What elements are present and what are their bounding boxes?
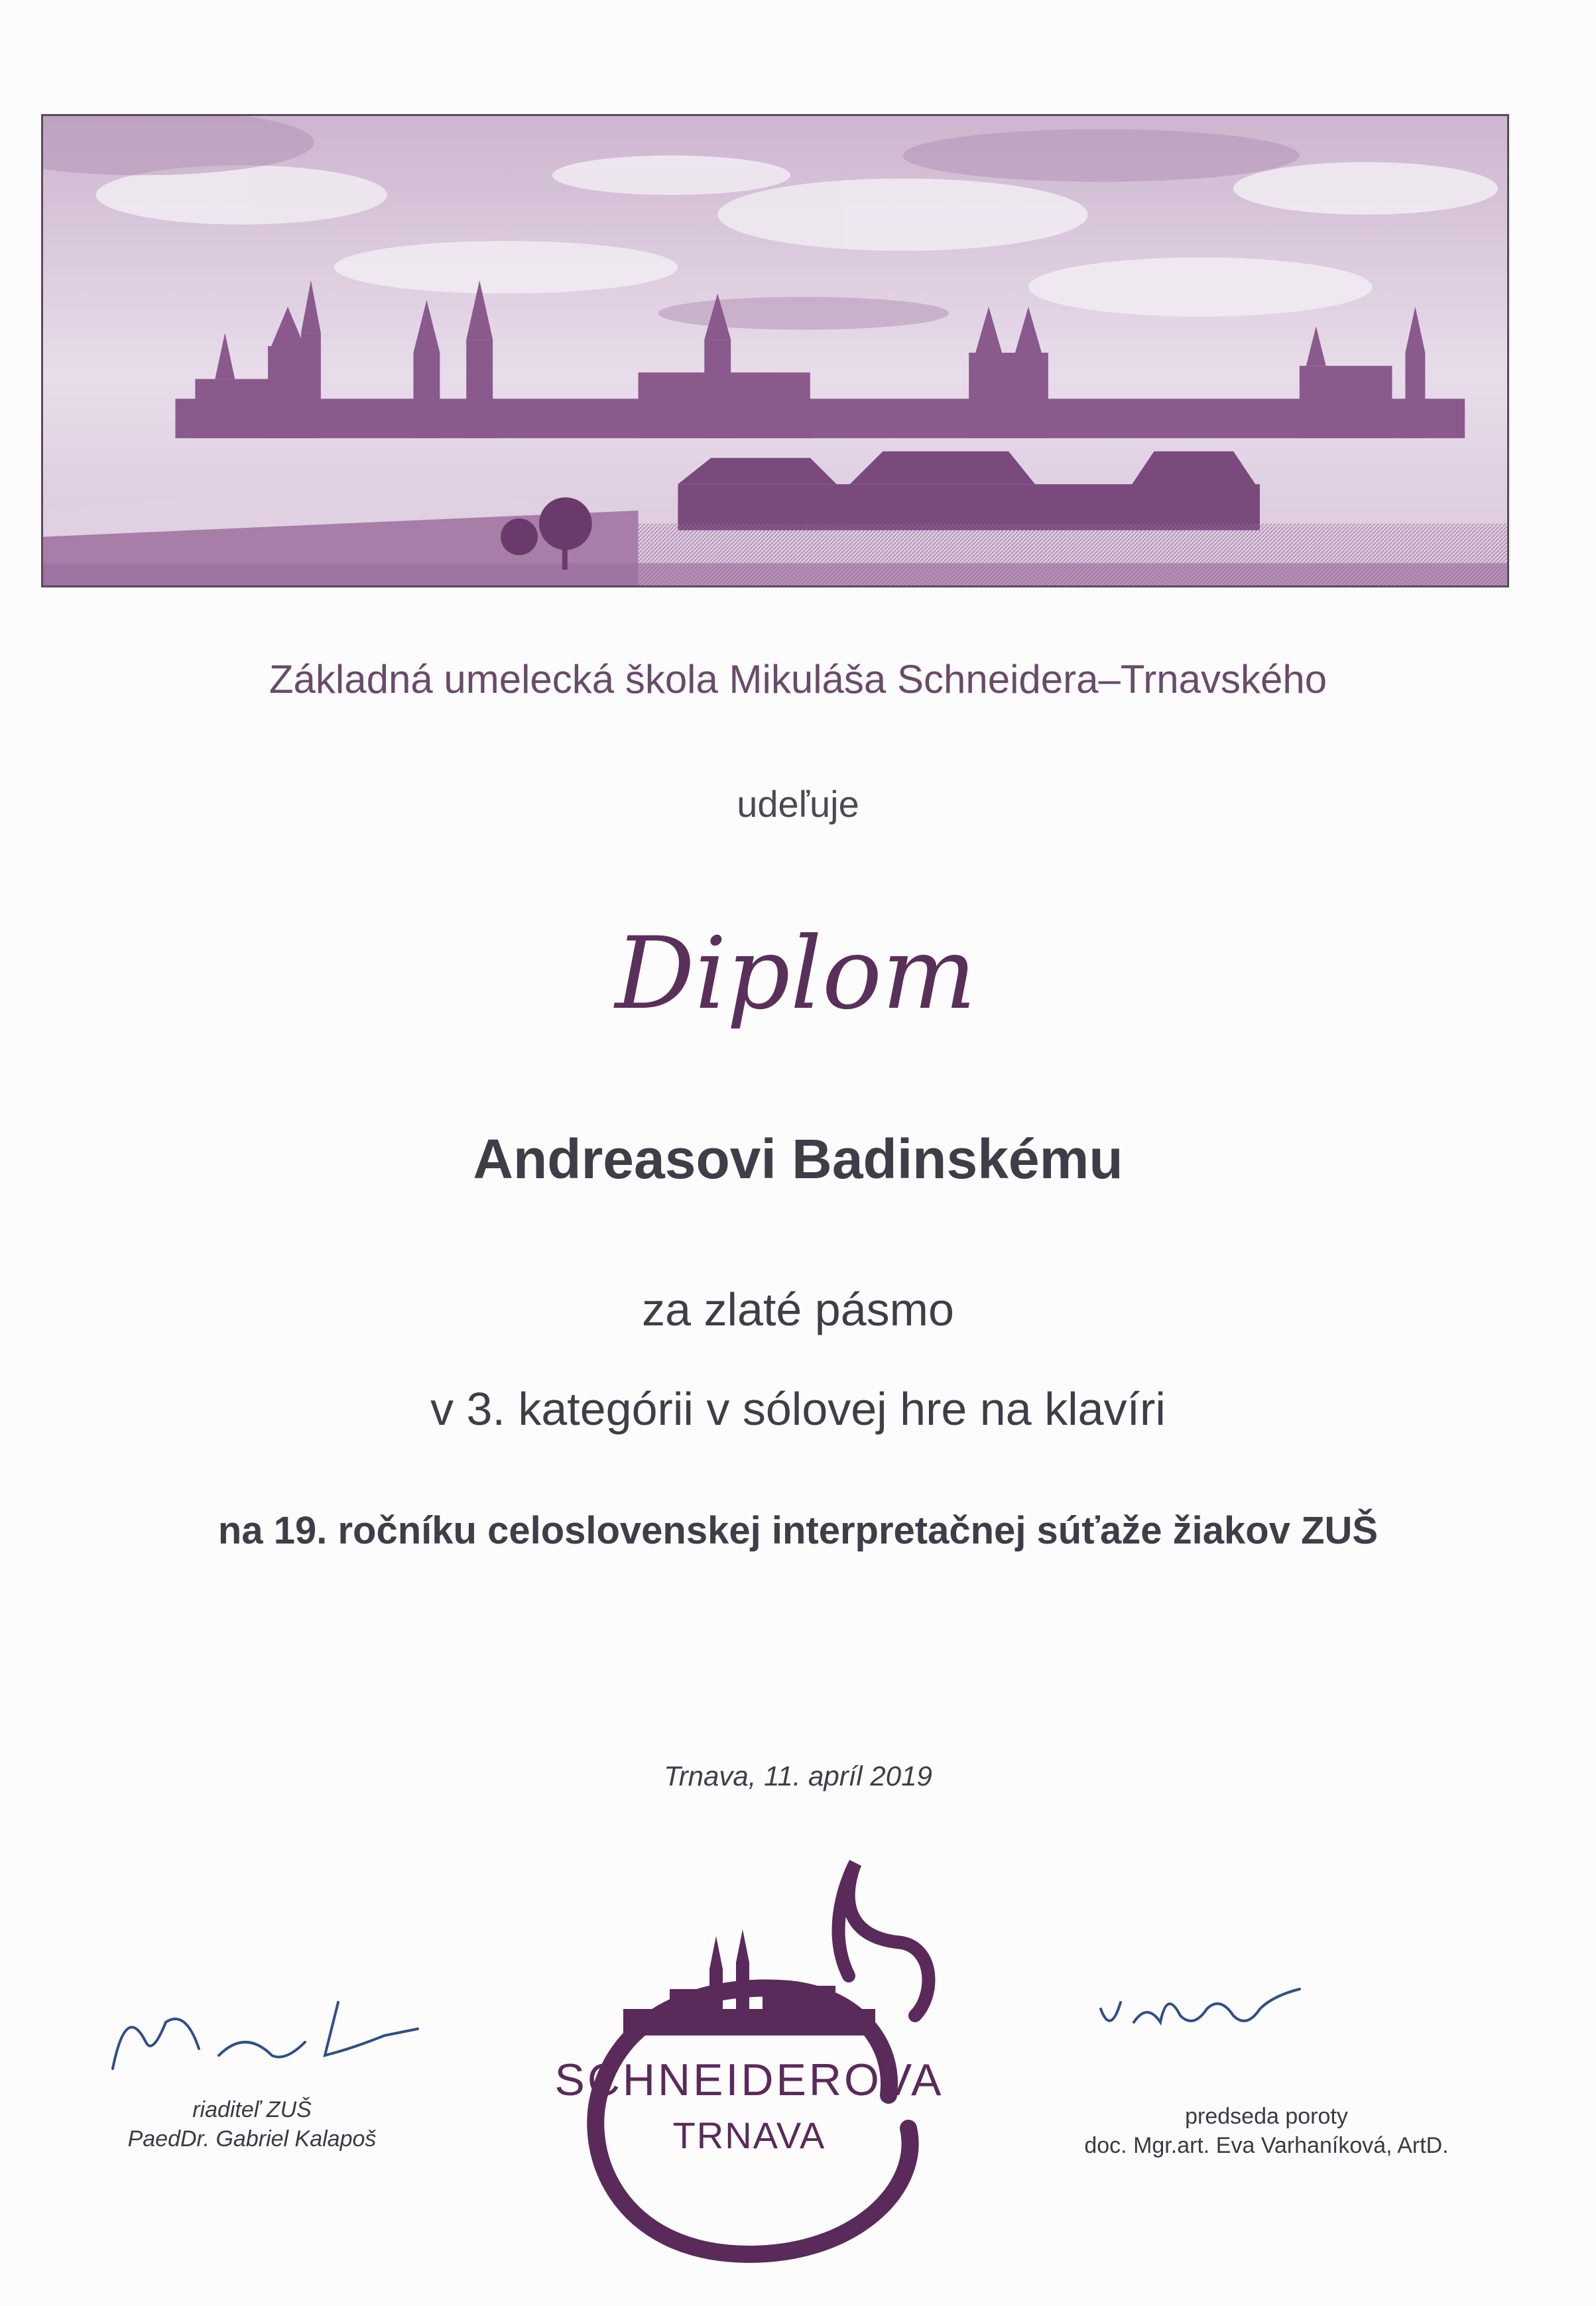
jury-chair-name: doc. Mgr.art. Eva Varhaníková, ArtD. <box>1084 2133 1449 2158</box>
competition-text: na 19. ročníku celoslovenskej interpretačnej súťaže žiakov ZUŠ <box>217 1509 1379 1552</box>
category-text: v 3. kategórii v sólovej hre na klavíri <box>430 1383 1166 1435</box>
award-text: za zlaté pásmo <box>642 1284 954 1335</box>
diploma-title-script <box>610 908 981 1061</box>
grants-text: udeľuje <box>737 783 859 825</box>
city-panorama-engraving <box>41 114 1509 587</box>
director-signature <box>86 1963 431 2095</box>
schneiderova-trnava-logo <box>511 1843 988 2268</box>
director-role: riaditeľ ZUŠ <box>192 2097 312 2122</box>
jury-chair-block <box>1034 2102 1499 2160</box>
svg-text:TRNAVA: TRNAVA <box>672 2114 826 2156</box>
svg-text:Diplom: Diplom <box>615 916 977 1032</box>
director-name: PaedDr. Gabriel Kalapoš <box>127 2126 377 2152</box>
svg-text:SCHNEIDEROVA: SCHNEIDEROVA <box>554 2055 944 2105</box>
school-name: Základná umelecká škola Mikuláša Schneidera–Trnavského <box>269 657 1327 701</box>
director-block <box>80 2095 424 2154</box>
place-date: Trnava, 11. apríl 2019 <box>664 1760 932 1791</box>
jury-chair-role: predseda poroty <box>1185 2104 1348 2129</box>
recipient-name: Andreasovi Badinskému <box>473 1128 1123 1190</box>
jury-chair-signature <box>1087 1949 1326 2062</box>
